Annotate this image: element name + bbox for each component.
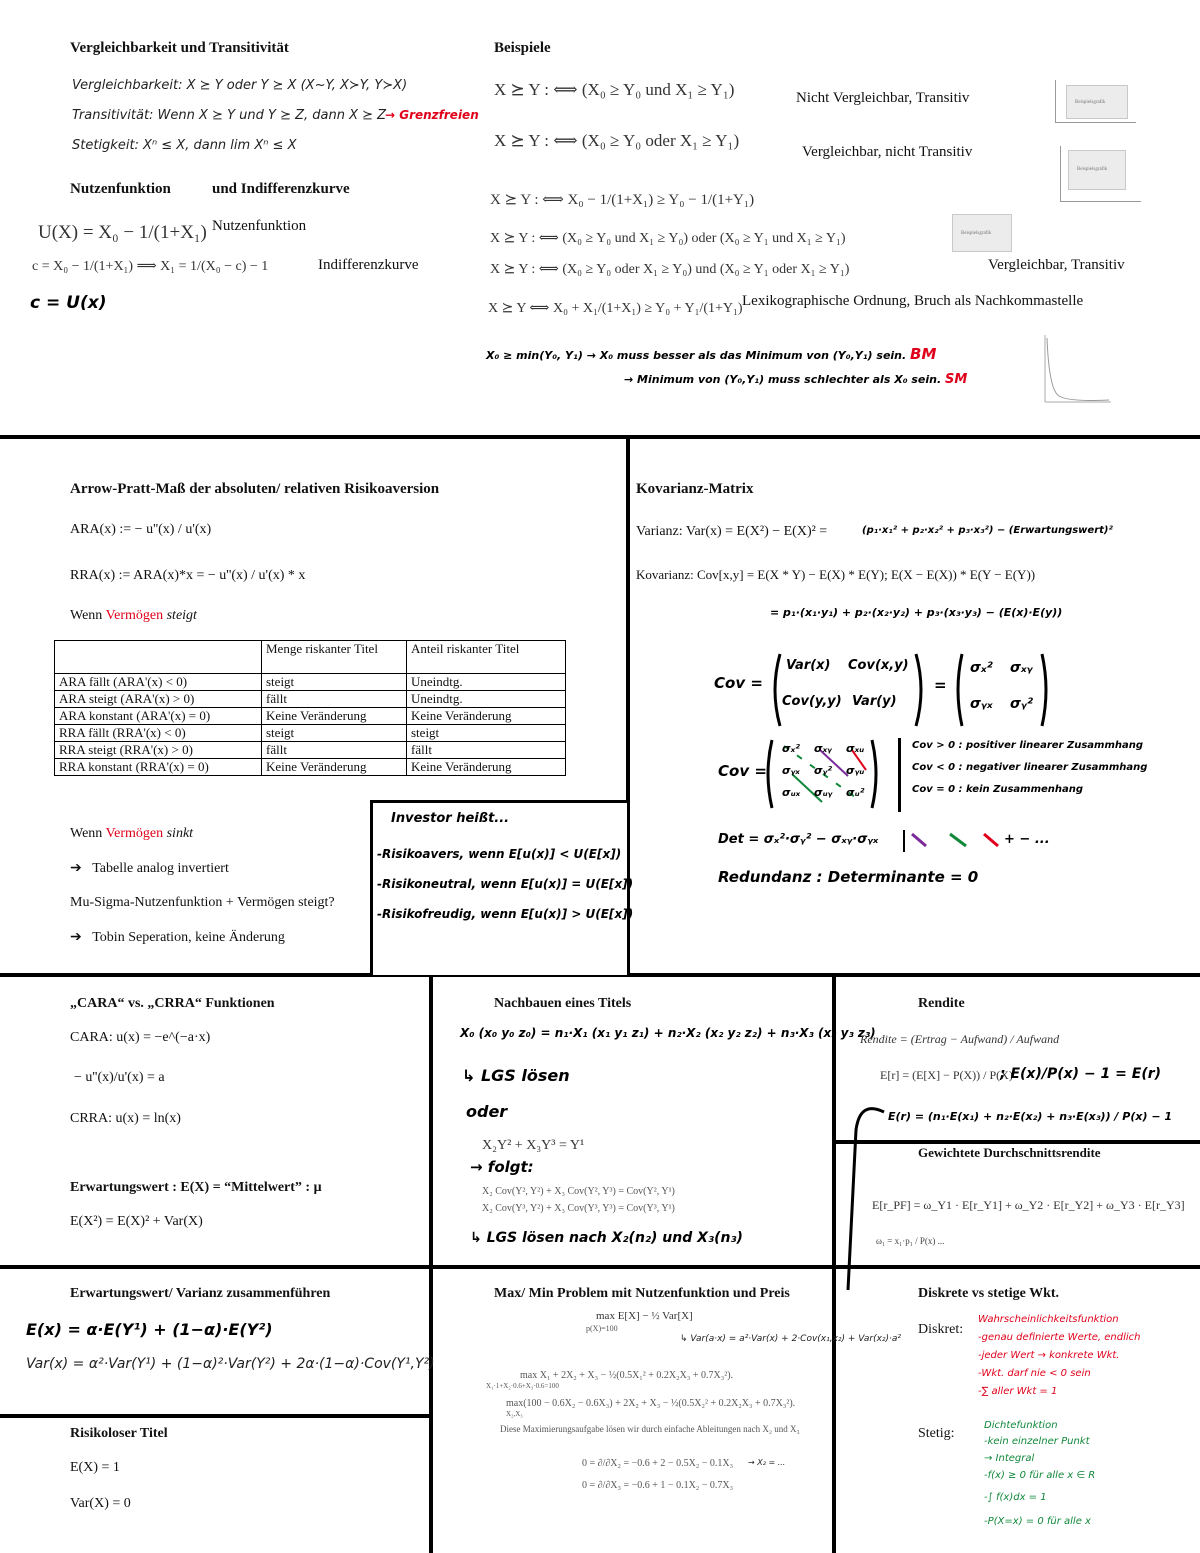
table-cell: ARA konstant (ARA'(x) = 0) — [55, 708, 262, 725]
formula-max-2-sub: X₁·1+X₂·0.6+X₃·0.6=100 — [486, 1382, 559, 1390]
hw-lgs-loesen: ↳ LGS lösen — [462, 1066, 570, 1085]
cov2-m22: Var(y) — [852, 694, 897, 709]
hw-varianz: (p₁·x₁² + p₂·x₂² + p₃·x₃²) − (Erwartungswert)² — [862, 525, 1113, 536]
cov3-cell: σᵧᵤ — [846, 764, 865, 777]
hw-min-note-2: → Minimum von (Y₀,Y₁) muss schlechter als X₀ sein. SM — [624, 372, 968, 387]
cov3-cell: σᵤₓ — [782, 786, 801, 799]
cov3-cell: σₓ² — [782, 742, 800, 755]
formula-crra: CRRA: u(x) = ln(x) — [70, 1111, 181, 1126]
diskret-line: -jeder Wert → konkrete Wkt. — [978, 1350, 1120, 1361]
hw-var-note: ↳ Var(a·x) = a²·Var(x) + 2·Cov(x₁,x₂) + Var(x₂)·a² — [680, 1334, 902, 1344]
beispiel-formula-6: X ⪰ Y ⟺ X₀ + X₁/(1+X₁) ≥ Y₀ + Y₁/(1+Y₁) — [488, 301, 743, 316]
heading-erwartungswert: Erwartungswert : E(X) = “Mittelwert” : μ — [70, 1180, 322, 1195]
table-cell: RRA fällt (RRA'(x) < 0) — [55, 725, 262, 742]
table-cell: fällt — [407, 742, 566, 759]
cov3-note-2: Cov < 0 : negativer linearer Zusammhang — [912, 762, 1148, 773]
table-header-cell — [55, 641, 262, 674]
cov3-cell: σᵤ² — [846, 786, 865, 799]
cov2-eq: = — [934, 676, 947, 694]
heading-kovarianz: Kovarianz-Matrix — [636, 481, 754, 497]
table-row — [55, 759, 566, 776]
table-row — [55, 725, 566, 742]
heading-diskret-stetig: Diskrete vs stetige Wkt. — [918, 1286, 1060, 1301]
heading-ew-varianz: Erwartungswert/ Varianz zusammenführen — [70, 1286, 331, 1301]
text-wenn-sinkt: Wenn Vermögen sinkt — [70, 826, 194, 841]
table-cell: steigt — [262, 725, 407, 742]
cov2-r12: σₓᵧ — [1010, 660, 1033, 676]
cov3-cell: σᵧ² — [814, 764, 833, 777]
heading-indifferenzkurve: und Indifferenzkurve — [212, 181, 350, 197]
beispiel-formula-5: X ⪰ Y : ⟺ (X₀ ≥ Y₀ oder X₁ ≥ Y₀) und (X₀ ≥ Y₁ oder X₁ ≥ Y₁) — [490, 262, 850, 277]
thumb-plot-2-label: Beispielsgrafik — [1077, 167, 1108, 172]
table-header-row — [55, 641, 566, 674]
label-nutzenfunktion: Nutzenfunktion — [212, 218, 307, 234]
bullet-tabelle: ➔ Tabelle analog invertiert — [70, 861, 229, 876]
table-cell: RRA steigt (RRA'(x) > 0) — [55, 742, 262, 759]
formula-omega: ω₁ = x₁·p₁ / P(x) ... — [876, 1236, 945, 1246]
diskret-line: -∑ aller Wkt = 1 — [978, 1386, 1058, 1397]
formula-rendite: Rendite = (Ertrag − Aufwand) / Aufwand — [860, 1032, 1060, 1046]
formula-max-3: max(100 − 0.6X₂ − 0.6X₃) + 2X₂ + X₃ − ½(0.5X₂² + 0.2X₂X₃ + 0.7X₃²). — [506, 1398, 796, 1409]
beispiel-formula-4: X ⪰ Y : ⟺ (X₀ ≥ Y₀ und X₁ ≥ Y₀) oder (X₀ ≥ Y₁ und X₁ ≥ Y₁) — [490, 231, 846, 246]
arrow-icon: ➔ — [70, 861, 82, 876]
thumb-plot-1-label: Beispielsgrafik — [1075, 100, 1106, 105]
rendite-arrow-stroke — [830, 1100, 890, 1300]
hw-ableitung-note: → X₂ = ... — [748, 1458, 786, 1467]
stetig-line: -kein einzelner Punkt — [984, 1436, 1090, 1447]
hw-folgt: → folgt: — [470, 1158, 534, 1176]
hw-stetigkeit: Stetigkeit: Xⁿ ≤ X, dann lim Xⁿ ≤ X — [72, 138, 297, 153]
formula-ableitung-2: 0 = ∂/∂X₃ = −0.6 + 1 − 0.1X₂ − 0.7X₃ — [582, 1480, 734, 1491]
table-cell: RRA konstant (RRA'(x) = 0) — [55, 759, 262, 776]
hw-transitivitaet-note: → Grenzfreien — [385, 108, 479, 122]
formula-nachbauen-2: X₂ Cov(Y², Y²) + X₃ Cov(Y², Y³) = Cov(Y², Y¹) — [482, 1186, 675, 1197]
determinante: Det = σₓ²·σᵧ² − σₓᵧ·σᵧₓ — [718, 832, 879, 847]
stetig-line: -∫ f(x)dx = 1 — [984, 1492, 1047, 1503]
stetig-line: Dichtefunktion — [984, 1420, 1058, 1431]
table-cell: Uneindtg. — [407, 691, 566, 708]
beispiel-label-5: Vergleichbar, Transitiv — [988, 257, 1125, 273]
hw-c-equals-u: c = U(x) — [30, 293, 107, 313]
heading-nutzenfunktion: Nutzenfunktion — [70, 181, 171, 197]
table-cell: Keine Veränderung — [262, 759, 407, 776]
stetig-line: -f(x) ≥ 0 für alle x ∈ R — [984, 1470, 1096, 1481]
heading-vergleichbarkeit: Vergleichbarkeit und Transitivität — [70, 40, 289, 56]
hw-kovarianz: = p₁·(x₁·y₁) + p₂·(x₂·y₂) + p₃·(x₃·y₃) − (E(x)·E(y)) — [770, 606, 1063, 619]
cov2-result-brackets — [952, 650, 1052, 730]
formula-nachbauen-3: X₂ Cov(Y³, Y²) + X₃ Cov(Y³, Y³) = Cov(Y³, Y¹) — [482, 1203, 675, 1214]
redundanz: Redundanz : Determinante = 0 — [718, 868, 979, 886]
diskret-line: -Wkt. darf nie < 0 sein — [978, 1368, 1091, 1379]
beispiel-formula-2: X ⪰ Y : ⟺ (X₀ ≥ Y₀ oder X₁ ≥ Y₁) — [494, 131, 740, 150]
formula-max-2: max X₁ + 2X₂ + X₃ − ½(0.5X₁² + 0.2X₂X₃ + 0.7X₃²). — [520, 1370, 734, 1381]
table-cell: Keine Veränderung — [262, 708, 407, 725]
cov2-r21: σᵧₓ — [970, 696, 993, 712]
det-tail: + − ... — [1004, 832, 1050, 847]
hw-lgs-loesen-nach: ↳ LGS lösen nach X₂(n₂) und X₃(n₃) — [470, 1230, 743, 1246]
table-cell: steigt — [262, 674, 407, 691]
diskret-line: -genau definierte Werte, endlich — [978, 1332, 1141, 1343]
thumb-plot-3-label: Beispielsgrafik — [961, 231, 992, 236]
divider-top — [0, 435, 1200, 439]
det-strokes — [900, 828, 1000, 854]
cov3-label: Cov = — [718, 762, 767, 780]
hw-transitivitaet: Transitivität: Wenn X ⪰ Y und Y ⪰ Z, dann X ⪰ Z — [72, 108, 387, 123]
formula-rra: RRA(x) := ARA(x)*x = − u''(x) / u'(x) * x — [70, 568, 306, 583]
cov3-note-3: Cov = 0 : kein Zusammenhang — [912, 784, 1084, 795]
table-cell: fällt — [262, 691, 407, 708]
beispiel-formula-1: X ⪰ Y : ⟺ (X₀ ≥ Y₀ und X₁ ≥ Y₁) — [494, 80, 735, 99]
table-cell: ARA fällt (ARA'(x) < 0) — [55, 674, 262, 691]
hw-varianz-kombination: Var(x) = α²·Var(Y¹) + (1−α)²·Var(Y²) + 2α·(1−α)·Cov(Y¹,Y²) — [26, 1356, 435, 1372]
heading-beispiele: Beispiele — [494, 40, 551, 56]
hw-nachbauen-1: X₀ (x₀ y₀ z₀) = n₁·X₁ (x₁ y₁ z₁) + n₂·X₂ (x₂ y₂ z₂) + n₃·X₃ (x₃ y₃ z₃) — [460, 1026, 876, 1040]
formula-nachbauen-1: X₂Y² + X₃Y³ = Y¹ — [482, 1138, 585, 1153]
formula-cara-ratio: − u''(x)/u'(x) = a — [74, 1070, 165, 1085]
cov2-m12: Cov(x,y) — [848, 658, 909, 673]
cov3-note-1: Cov > 0 : positiver linearer Zusammhang — [912, 740, 1144, 751]
cov2-label: Cov = — [714, 674, 763, 692]
formula-max-1: max E[X] − ½ Var[X] — [596, 1310, 693, 1322]
bullet-tobin: ➔ Tobin Seperation, keine Änderung — [70, 930, 285, 945]
formula-ara: ARA(x) := − u''(x) / u'(x) — [70, 522, 212, 537]
text-wenn-steigt: Wenn Vermögen steigt — [70, 608, 197, 623]
table-cell: Keine Veränderung — [407, 759, 566, 776]
table-header-cell: Anteil riskanter Titel — [407, 641, 566, 674]
heading-nachbauen: Nachbauen eines Titels — [494, 996, 632, 1011]
text-mu-sigma: Mu-Sigma-Nutzenfunktion + Vermögen steigt? — [70, 895, 335, 910]
formula-max-1-sub: p(X)=100 — [586, 1324, 618, 1333]
text-maximierung: Diese Maximierungsaufgabe lösen wir durch einfache Ableitungen nach X₂ und X₃ — [500, 1424, 800, 1434]
formula-varianz: Varianz: Var(x) = E(X²) − E(X)² = — [636, 524, 828, 539]
divider-lower — [0, 1265, 1200, 1269]
diskret-line: Wahrscheinlichkeitsfunktion — [978, 1314, 1119, 1325]
arrow-icon: ➔ — [70, 930, 82, 945]
formula-ableitung-1: 0 = ∂/∂X₂ = −0.6 + 2 − 0.5X₂ − 0.1X₃ — [582, 1458, 734, 1469]
table-header-cell: Menge riskanter Titel — [262, 641, 407, 674]
cov3-cell: σₓᵤ — [846, 742, 865, 755]
stetig-line: -P(X=x) = 0 für alle x — [984, 1516, 1091, 1527]
formula-nutzenfunktion: U(X) = X₀ − 1/(1+X₁) — [38, 222, 207, 243]
beispiel-label-1: Nicht Vergleichbar, Transitiv — [796, 90, 970, 106]
heading-arrow-pratt: Arrow-Pratt-Maß der absoluten/ relativen Risikoaversion — [70, 481, 440, 497]
label-stetig: Stetig: — [918, 1426, 955, 1441]
cov2-m21: Cov(y,y) — [782, 694, 842, 709]
formula-cara: CARA: u(x) = −e^(−a·x) — [70, 1030, 211, 1045]
hw-ew-kombination: E(x) = α·E(Y¹) + (1−α)·E(Y²) — [26, 1320, 273, 1339]
cov3-cell: σₓᵧ — [814, 742, 832, 755]
label-diskret: Diskret: — [918, 1322, 964, 1337]
cov3-separator — [898, 738, 901, 812]
formula-risikolos-var: Var(X) = 0 — [70, 1496, 131, 1511]
heading-gewichtete-rendite: Gewichtete Durchschnittsrendite — [918, 1145, 1101, 1160]
table-row — [55, 674, 566, 691]
cov2-r11: σₓ² — [970, 660, 993, 676]
label-indifferenzkurve: Indifferenzkurve — [318, 257, 419, 273]
heading-risikoloser-titel: Risikoloser Titel — [70, 1426, 168, 1441]
formula-max-3-sub: X₂,X₃ — [506, 1410, 523, 1418]
investor-box — [370, 800, 634, 975]
formula-indifferenz: c = X₀ − 1/(1+X₁) ⟹ X₁ = 1/(X₀ − c) − 1 — [32, 259, 269, 274]
cov3-cell: σᵤᵧ — [814, 786, 833, 799]
divider-col1 — [429, 973, 433, 1553]
formula-er: E[r] = (E[X] − P(X)) / P(X) — [880, 1068, 1013, 1082]
formula-kovarianz: Kovarianz: Cov[x,y] = E(X * Y) − E(X) * E(Y); E(X − E(X)) * E(Y − E(Y)) — [636, 567, 1036, 582]
table-cell: Keine Veränderung — [407, 708, 566, 725]
thumb-plot-1 — [1066, 85, 1128, 119]
hw-min-note-1: X₀ ≥ min(Y₀, Y₁) → X₀ muss besser als das Minimum von (Y₀,Y₁) sein. BM — [486, 345, 937, 363]
investor-line-2: -Risikoneutral, wenn E[u(x)] = U(E[x]) — [377, 877, 634, 891]
table-row — [55, 742, 566, 759]
thumb-plot-3 — [952, 214, 1012, 252]
heading-cara-crra: „CARA“ vs. „CRRA“ Funktionen — [70, 996, 275, 1011]
thumb-curve-plot — [1035, 330, 1115, 410]
investor-line-1: -Risikoavers, wenn E[u(x)] < U(E[x]) — [377, 847, 622, 861]
hw-vergleichbarkeit: Vergleichbarkeit: X ⪰ Y oder Y ⪰ X (X~Y, X≻Y, Y≻X) — [72, 78, 408, 93]
formula-gewichtete-rendite: E[r_PF] = ω_Y1 · E[r_Y1] + ω_Y2 · E[r_Y2] + ω_Y3 · E[r_Y3] — [872, 1198, 1185, 1212]
cov2-m11: Var(x) — [786, 658, 831, 673]
thumb-plot-2 — [1068, 150, 1126, 190]
formula-erwartungswert: E(X²) = E(X)² + Var(X) — [70, 1214, 203, 1229]
table-cell: ARA steigt (ARA'(x) > 0) — [55, 691, 262, 708]
table-cell: Uneindtg. — [407, 674, 566, 691]
table-row — [55, 691, 566, 708]
heading-rendite: Rendite — [918, 996, 965, 1011]
table-cell: steigt — [407, 725, 566, 742]
cov2-r22: σᵧ² — [1010, 696, 1034, 712]
hw-rendite-2: E(r) = (n₁·E(x₁) + n₂·E(x₂) + n₃·E(x₃)) / P(x) − 1 — [888, 1110, 1173, 1123]
table-row — [55, 708, 566, 725]
divider-risikolos — [0, 1414, 429, 1418]
formula-risikolos-e: E(X) = 1 — [70, 1460, 120, 1475]
investor-line-3: -Risikofreudig, wenn E[u(x)] > U(E[x]) — [377, 907, 634, 921]
table-cell: fällt — [262, 742, 407, 759]
cov3-cell: σᵧₓ — [782, 764, 800, 777]
beispiel-label-6: Lexikographische Ordnung, Bruch als Nachkommastelle — [742, 293, 1084, 309]
beispiel-label-2: Vergleichbar, nicht Transitiv — [802, 144, 973, 160]
stetig-line: → Integral — [984, 1453, 1035, 1464]
investor-title: Investor heißt... — [391, 811, 510, 826]
risk-table — [54, 640, 566, 776]
hw-oder: oder — [466, 1102, 508, 1121]
beispiel-formula-3: X ⪰ Y : ⟺ X₀ − 1/(1+X₁) ≥ Y₀ − 1/(1+Y₁) — [490, 192, 755, 208]
hw-rendite-1: ; E(x)/P(x) − 1 = E(r) — [1000, 1066, 1162, 1082]
heading-max-min: Max/ Min Problem mit Nutzenfunktion und Preis — [494, 1286, 790, 1301]
